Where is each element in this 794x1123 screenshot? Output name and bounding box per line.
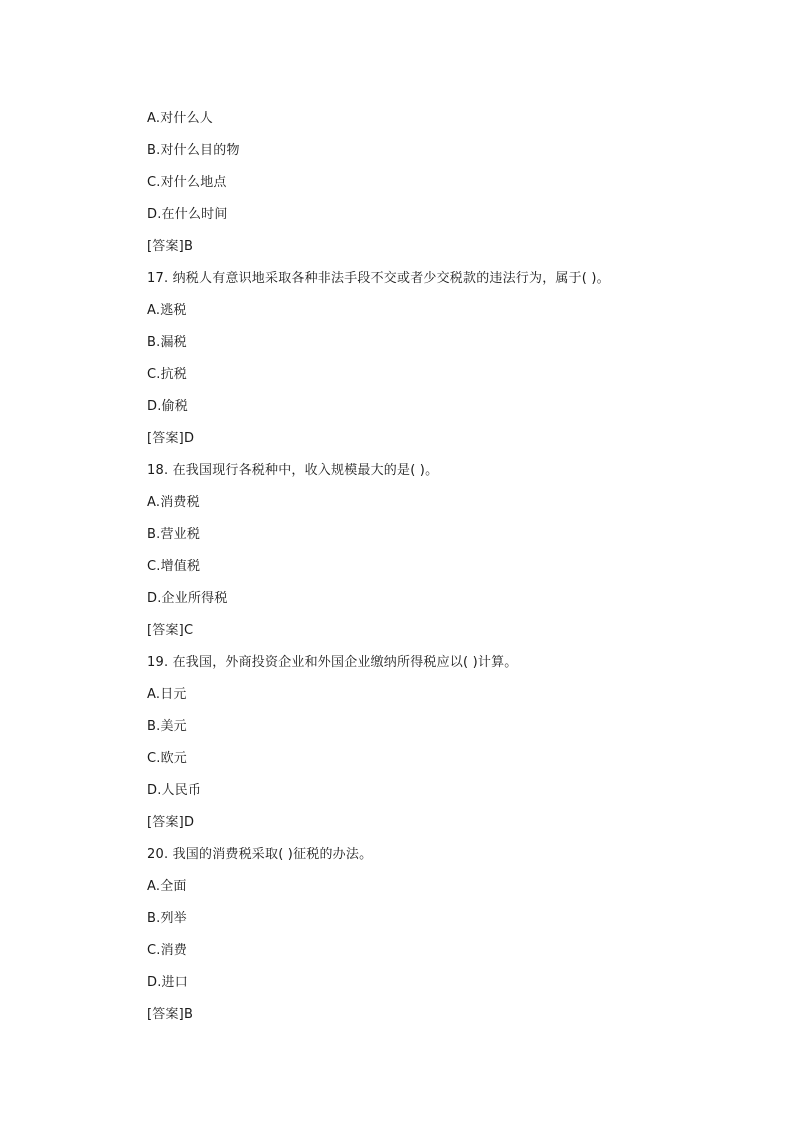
question-text: 20. 我国的消费税采取( )征税的办法。 <box>147 847 373 862</box>
line-text: B.对什么目的物 <box>147 143 240 158</box>
line-text: B.列举 <box>147 911 187 926</box>
answer-line <box>147 1006 667 1038</box>
option-line <box>147 782 667 814</box>
answer-line <box>147 238 667 270</box>
option-line <box>147 366 667 398</box>
line-text: A.消费税 <box>147 495 200 510</box>
line-text: A.全面 <box>147 879 187 894</box>
option-line <box>147 558 667 590</box>
line-text: C.抗税 <box>147 367 188 382</box>
line-text: D.人民币 <box>147 783 202 798</box>
question-text: 18. 在我国现行各税种中，收入规模最大的是( )。 <box>147 463 439 478</box>
answer-line <box>147 430 667 462</box>
option-line <box>147 398 667 430</box>
line-text: D.在什么时间 <box>147 207 228 222</box>
question-text: 17. 纳税人有意识地采取各种非法手段不交或者少交税款的违法行为，属于( )。 <box>147 271 610 286</box>
option-line <box>147 334 667 366</box>
line-text: C.增值税 <box>147 559 201 574</box>
line-text: D.企业所得税 <box>147 591 228 606</box>
question-line <box>147 462 667 494</box>
line-text: C.欧元 <box>147 751 188 766</box>
answer-text: [答案]C <box>147 623 194 638</box>
question-line <box>147 846 667 878</box>
option-line <box>147 878 667 910</box>
option-line <box>147 142 667 174</box>
answer-text: [答案]B <box>147 239 194 254</box>
question-line <box>147 270 667 302</box>
answer-line <box>147 622 667 654</box>
option-line <box>147 110 667 142</box>
option-line <box>147 526 667 558</box>
option-line <box>147 686 667 718</box>
question-text: 19. 在我国，外商投资企业和外国企业缴纳所得税应以( )计算。 <box>147 655 518 670</box>
answer-line <box>147 814 667 846</box>
option-line <box>147 910 667 942</box>
option-line <box>147 494 667 526</box>
option-line <box>147 590 667 622</box>
option-line <box>147 206 667 238</box>
question-line <box>147 654 667 686</box>
answer-text: [答案]D <box>147 815 195 830</box>
option-line <box>147 750 667 782</box>
answer-text: [答案]D <box>147 431 195 446</box>
line-text: A.逃税 <box>147 303 187 318</box>
line-text: B.营业税 <box>147 527 201 542</box>
document-body <box>147 110 667 1038</box>
answer-text: [答案]B <box>147 1007 194 1022</box>
line-text: D.进口 <box>147 975 188 990</box>
line-text: B.漏税 <box>147 335 187 350</box>
line-text: A.对什么人 <box>147 111 213 126</box>
line-text: D.偷税 <box>147 399 188 414</box>
option-line <box>147 718 667 750</box>
line-text: A.日元 <box>147 687 187 702</box>
line-text: C.对什么地点 <box>147 175 227 190</box>
option-line <box>147 302 667 334</box>
option-line <box>147 974 667 1006</box>
option-line <box>147 942 667 974</box>
option-line <box>147 174 667 206</box>
line-text: B.美元 <box>147 719 187 734</box>
line-text: C.消费 <box>147 943 188 958</box>
